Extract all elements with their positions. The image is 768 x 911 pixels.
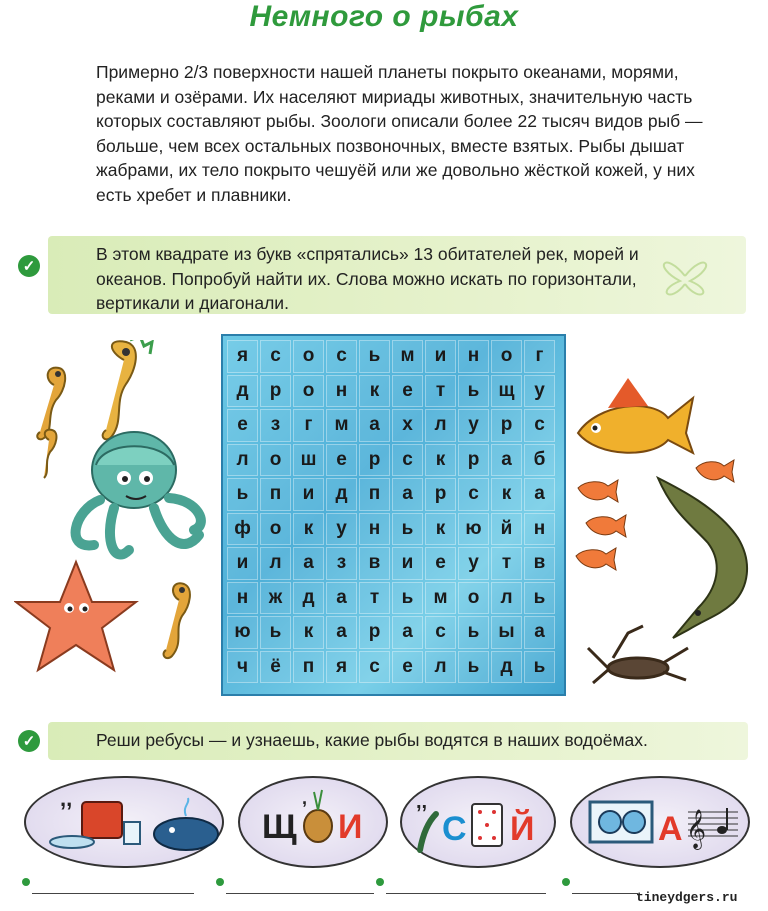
answer-dot [22,878,30,886]
grid-letter-cell[interactable]: р [359,444,390,477]
grid-letter-cell[interactable]: м [425,582,456,615]
grid-letter-cell[interactable]: о [260,444,291,477]
grid-letter-cell[interactable]: ы [491,616,522,649]
pike-fish-icon [658,478,747,638]
fish-icon [578,378,693,453]
rebus-3 [400,776,556,868]
checkmark-icon: ✓ [18,255,40,277]
grid-letter-cell[interactable]: о [491,340,522,373]
grid-letter-cell[interactable]: е [425,547,456,580]
grid-letter-cell[interactable]: з [326,547,357,580]
grid-letter-cell[interactable]: и [227,547,258,580]
seahorse-icon [37,368,65,440]
grid-letter-cell[interactable]: р [359,616,390,649]
answer-line-1[interactable] [32,893,194,894]
grid-letter-cell[interactable]: м [392,340,423,373]
grid-letter-cell[interactable]: й [491,513,522,546]
answer-line-4[interactable] [572,893,638,894]
grid-letter-cell[interactable]: н [524,513,555,546]
butterfly-icon [650,246,720,306]
sea-creatures-right [568,358,768,698]
grid-letter-cell[interactable]: б [524,444,555,477]
rebus-1-pictures [26,778,222,866]
grid-letter-cell[interactable]: к [425,513,456,546]
grid-letter-cell[interactable]: т [491,547,522,580]
grid-letter-cell[interactable]: н [359,513,390,546]
grid-letter-cell[interactable]: е [392,375,423,408]
glass-icon [124,822,140,844]
grid-letter-cell[interactable]: ь [524,582,555,615]
rebus-3-letter-2: Й [510,810,535,848]
grid-letter-cell[interactable]: к [293,513,324,546]
grid-letter-cell[interactable]: а [392,616,423,649]
grid-letter-cell[interactable]: ь [359,340,390,373]
grid-letter-cell[interactable]: м [326,409,357,442]
grid-letter-cell[interactable]: я [227,340,258,373]
grid-letter-cell[interactable]: а [326,582,357,615]
grid-letter-cell[interactable]: а [326,616,357,649]
grid-letter-cell[interactable]: л [425,409,456,442]
seahorse-icon [103,340,152,439]
task1-text: В этом квадрате из букв «спрятались» 13 обитателей рек, морей и океанов. Попробуй найти их. Слова можно искать по горизонтали, вертикали и диагонали. [96,244,639,313]
grid-letter-cell[interactable]: к [359,375,390,408]
grid-letter-cell[interactable]: с [458,478,489,511]
grid-letter-cell[interactable]: т [425,375,456,408]
word-search-grid [221,334,566,696]
grid-letter-cell[interactable]: о [458,582,489,615]
grid-letter-cell[interactable]: у [458,409,489,442]
sea-creatures-left [14,340,214,680]
grid-letter-cell[interactable]: о [260,513,291,546]
seahorse-icon [164,583,190,658]
pot-icon [82,802,122,838]
grid-letter-cell[interactable]: ж [260,582,291,615]
grid-letter-cell[interactable]: в [524,547,555,580]
grid-letter-cell[interactable]: а [359,409,390,442]
rebus-2-letter-2: И [338,808,363,846]
grid-letter-cell[interactable]: л [227,444,258,477]
octopus-icon [76,432,201,554]
grid-letter-cell[interactable]: в [359,547,390,580]
task2-text: Реши ребусы — и узнаешь, какие рыбы водятся в наших водоёмах. [96,730,648,750]
rebus-2 [238,776,388,868]
grid-letter-cell[interactable]: д [491,651,522,684]
grid-letter-cell[interactable]: р [491,409,522,442]
grid-letter-cell[interactable]: д [227,375,258,408]
grid-letter-cell[interactable]: п [359,478,390,511]
grid-letter-cell[interactable]: з [260,409,291,442]
rebus-3-pictures [402,778,554,866]
grid-letter-cell[interactable]: л [260,547,291,580]
grid-letter-cell[interactable]: а [524,478,555,511]
answer-line-3[interactable] [386,893,546,894]
grid-letter-cell[interactable]: е [326,444,357,477]
grid-letter-cell[interactable]: к [293,616,324,649]
grid-letter-cell[interactable]: т [359,582,390,615]
grid-letter-cell[interactable]: ь [458,616,489,649]
onion-icon [304,810,332,842]
grid-letter-cell[interactable]: п [260,478,291,511]
rebus-2-pictures [240,778,386,866]
grid-letter-cell[interactable]: ь [458,375,489,408]
grid-letter-cell[interactable]: ё [260,651,291,684]
rebus-2-letter-1: Щ [262,808,297,846]
grid-letter-cell[interactable]: ф [227,513,258,546]
starfish-icon [16,562,136,670]
grid-letter-cell[interactable]: г [524,340,555,373]
grid-letter-cell[interactable]: л [491,582,522,615]
grid-letter-cell[interactable]: н [458,340,489,373]
grid-letter-cell[interactable]: а [392,478,423,511]
grid-letter-cell[interactable]: у [458,547,489,580]
grid-letter-cell[interactable]: я [326,651,357,684]
feather-icon [420,814,436,850]
grid-letter-cell[interactable]: ь [392,582,423,615]
grid-letter-cell[interactable]: а [524,616,555,649]
intro-paragraph: Примерно 2/3 поверхности нашей планеты покрыто океанами, морями, реками и озёрами. Их населяют мириады животных, значительную часть которых составляют рыбы. Зоологи описали более 22 тысяч видов рыб — больше, чем всех остальных позвоночных, вместе взятых. Рыбы дышат жабрами, их тело покрыто чешуёй или же довольно жёсткой кожей, у них есть хребет и плавники. [96,62,703,205]
grid-letter-cell[interactable]: р [260,375,291,408]
grid-letter-cell[interactable]: ь [524,651,555,684]
grid-letter-cell[interactable]: л [425,651,456,684]
grid-letter-cell[interactable]: п [293,651,324,684]
grid-letter-cell[interactable]: с [425,616,456,649]
svg-text:,,: ,, [416,791,428,813]
grid-letter-cell[interactable]: н [227,582,258,615]
grid-letter-cell[interactable]: с [524,409,555,442]
grid-letter-cell[interactable]: и [293,478,324,511]
grid-letter-cell[interactable]: е [392,651,423,684]
answer-line-2[interactable] [226,893,374,894]
rebus-4-pictures [572,778,748,866]
checkmark-icon: ✓ [18,730,40,752]
grid-letter-cell[interactable]: д [293,582,324,615]
globe-icon [623,811,645,833]
grid-letter-cell[interactable]: ю [227,616,258,649]
grid-letter-cell[interactable]: щ [491,375,522,408]
rebus-3-letter-1: С [442,810,467,848]
crayfish-icon [588,626,688,683]
grid-letter-cell[interactable]: с [326,340,357,373]
seahorse-icon [44,430,56,478]
rebus-4 [570,776,750,868]
grid-letter-cell[interactable]: р [425,478,456,511]
globe-icon [599,811,621,833]
grid-letter-cell[interactable]: к [491,478,522,511]
grid-letter-cell[interactable]: ь [260,616,291,649]
grid-letter-cell[interactable]: г [293,409,324,442]
grid-letter-cell[interactable]: о [293,375,324,408]
grid-letter-cell[interactable]: е [227,409,258,442]
grid-letter-cell[interactable]: ш [293,444,324,477]
grid-letter-cell[interactable]: ч [227,651,258,684]
grid-letter-cell[interactable]: д [326,478,357,511]
svg-text:,: , [302,788,308,808]
grid-letter-cell[interactable]: ю [458,513,489,546]
grid-letter-cell[interactable]: ь [227,478,258,511]
whale-icon [154,818,218,850]
rebus-1 [24,776,224,868]
grid-letter-cell[interactable]: а [491,444,522,477]
grid-letter-cell[interactable]: с [359,651,390,684]
grid-letter-cell[interactable]: и [392,547,423,580]
page-title: Немного о рыбах [249,0,519,33]
watermark: tineydgers.ru [636,890,738,905]
grid-letter-cell[interactable]: и [425,340,456,373]
grid-letter-cell[interactable]: н [326,375,357,408]
svg-text:𝄞: 𝄞 [686,809,707,849]
answer-dot [376,878,384,886]
answer-dot [216,878,224,886]
grid-letter-cell[interactable]: р [458,444,489,477]
plate-icon [50,836,94,848]
grid-letter-cell[interactable]: у [524,375,555,408]
grid-letter-cell[interactable]: у [326,513,357,546]
grid-letter-cell[interactable]: о [293,340,324,373]
grid-letter-cell[interactable]: ь [458,651,489,684]
rebus-4-letter-1: А [658,810,683,848]
grid-letter-cell[interactable]: с [260,340,291,373]
grid-letter-cell[interactable]: а [293,547,324,580]
grid-letter-cell[interactable]: к [425,444,456,477]
answer-dot [562,878,570,886]
svg-text:,,: ,, [60,786,73,811]
grid-letter-cell[interactable]: х [392,409,423,442]
grid-letter-cell[interactable]: с [392,444,423,477]
grid-letter-cell[interactable]: ь [392,513,423,546]
